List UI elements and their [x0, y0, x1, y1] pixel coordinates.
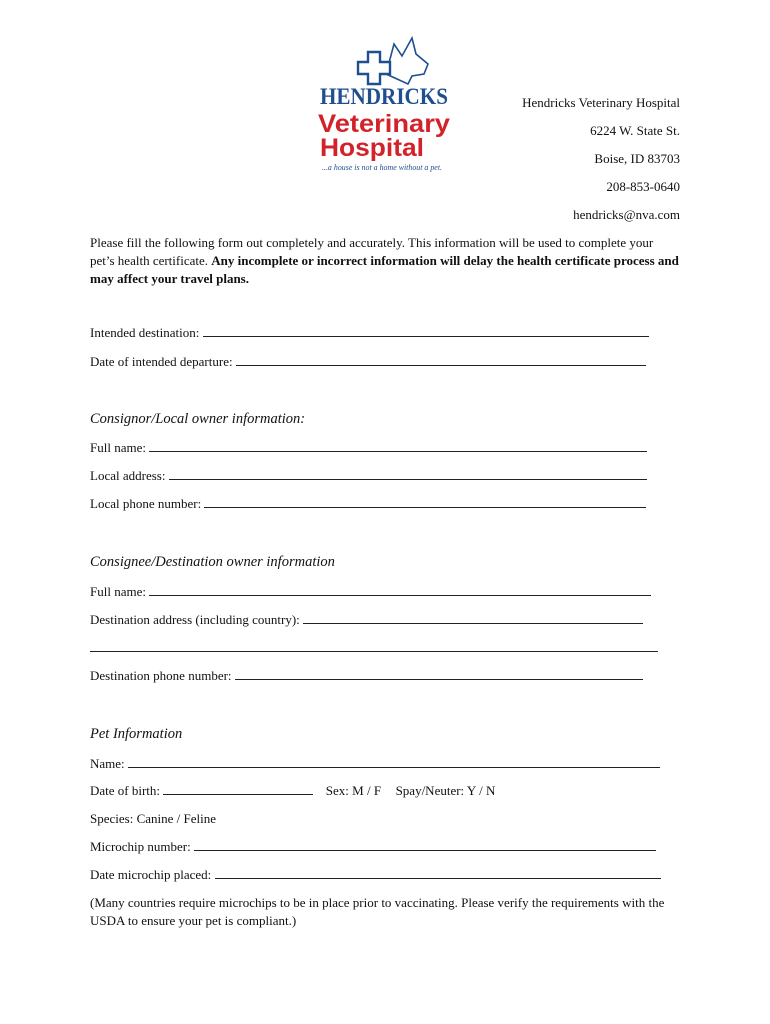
microchip-label: Microchip number: — [90, 839, 191, 854]
pet-name-field[interactable] — [128, 756, 660, 768]
destination-label: Intended destination: — [90, 325, 200, 340]
consignee-address-field-2[interactable] — [90, 640, 658, 652]
clinic-street: 6224 W. State St. — [590, 123, 680, 138]
consignee-address-row-2 — [90, 640, 658, 656]
pet-dob-field[interactable] — [163, 783, 313, 795]
intro-paragraph — [90, 234, 680, 288]
cross-and-dog-icon — [358, 38, 428, 84]
consignor-address-field[interactable] — [169, 468, 647, 480]
consignee-address-label: Destination address (including country): — [90, 612, 300, 627]
pet-dob-row — [90, 783, 495, 799]
pet-heading: Pet Information — [90, 726, 183, 742]
consignor-phone-field[interactable] — [204, 496, 646, 508]
microchip-row — [90, 839, 656, 855]
consignor-name-label: Full name: — [90, 440, 146, 455]
destination-field[interactable] — [203, 325, 649, 337]
clinic-name: Hendricks Veterinary Hospital — [522, 95, 680, 110]
intro-text: Please fill the following form out completely and accurately. This information will be used to complete your pet’s health certificate. — [90, 235, 654, 268]
logo-hendricks-text: HENDRICKS — [320, 84, 448, 109]
logo-veterinary-text: Veterinary — [318, 110, 451, 138]
microchip-date-row — [90, 867, 661, 883]
consignor-name-row — [90, 440, 647, 456]
clinic-phone: 208-853-0640 — [606, 179, 680, 194]
pet-name-row — [90, 756, 660, 772]
pet-dob-label: Date of birth: — [90, 783, 161, 798]
microchip-note: (Many countries require microchips to be in place prior to vaccinating. Please verify the requirements with the USDA to ensure your pet is compliant.) — [90, 895, 665, 928]
consignee-name-field[interactable] — [149, 584, 651, 596]
consignee-phone-label: Destination phone number: — [90, 668, 232, 683]
clinic-city: Boise, ID 83703 — [594, 151, 680, 166]
consignee-address-field[interactable] — [303, 612, 643, 624]
consignee-address-row — [90, 612, 643, 628]
pet-species-row[interactable] — [90, 811, 216, 827]
consignor-phone-label: Local phone number: — [90, 496, 202, 511]
microchip-date-field[interactable] — [215, 867, 661, 879]
consignor-name-field[interactable] — [149, 440, 647, 452]
hendricks-logo — [316, 34, 466, 174]
consignee-name-row — [90, 584, 651, 600]
consignee-phone-row — [90, 668, 643, 684]
pet-name-label: Name: — [90, 756, 125, 771]
consignor-address-label: Local address: — [90, 468, 166, 483]
departure-date-field[interactable] — [236, 354, 646, 366]
departure-label: Date of intended departure: — [90, 354, 233, 369]
clinic-email[interactable]: hendricks@nva.com — [573, 207, 680, 222]
consignee-name-label: Full name: — [90, 584, 146, 599]
pet-sex-label[interactable]: Sex: M / F — [325, 783, 382, 798]
pet-species-label[interactable]: Species: Canine / Feline — [90, 811, 217, 826]
logo-hospital-text: Hospital — [320, 134, 424, 162]
consignor-heading: Consignor/Local owner information: — [90, 411, 306, 427]
logo-tagline: ...a house is not a home without a pet. — [322, 162, 442, 172]
microchip-field[interactable] — [194, 839, 656, 851]
pet-spay-label[interactable]: Spay/Neuter: Y / N — [395, 783, 496, 798]
consignor-address-row — [90, 468, 647, 484]
destination-row — [90, 325, 649, 341]
microchip-date-label: Date microchip placed: — [90, 867, 212, 882]
intro-warning: Any incomplete or incorrect information will delay the health certificate process and may affect your travel plans. — [90, 253, 679, 286]
consignee-heading: Consignee/Destination owner information — [90, 554, 335, 570]
consignee-phone-field[interactable] — [235, 668, 643, 680]
consignor-phone-row — [90, 496, 646, 512]
departure-row — [90, 354, 646, 370]
